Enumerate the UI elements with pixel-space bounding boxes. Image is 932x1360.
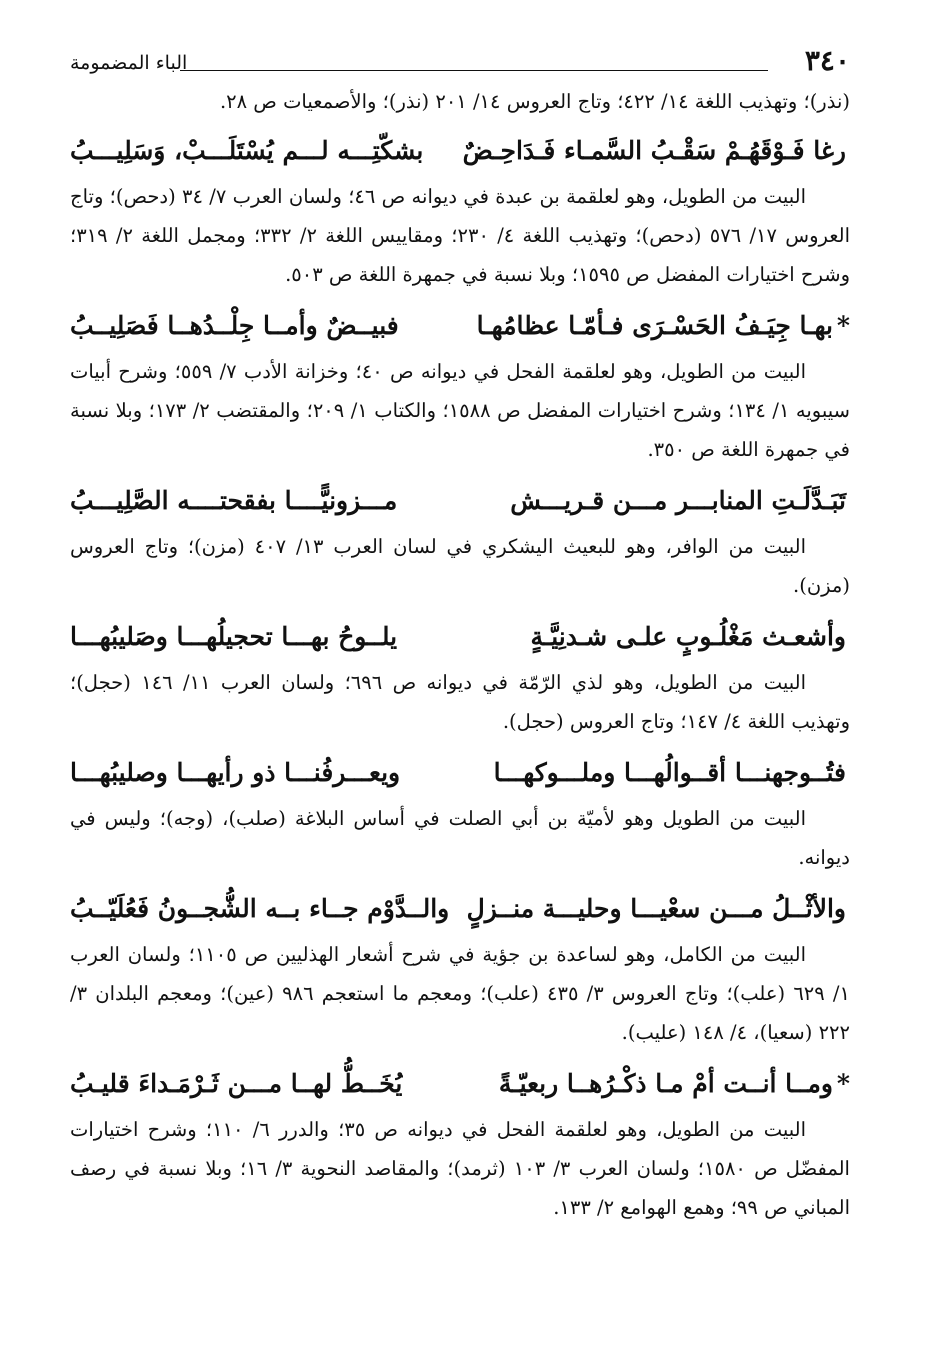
verse-commentary: البيت من الطويل، وهو لذي الرّمّة في ديوانه ص ٦٩٦؛ ولسان العرب ١١/ ١٤٦ (حجل)؛ وتهذيب اللغة ٤/ ١٤٧؛ وتاج العروس (حجل). [70,671,850,733]
book-page [70,38,850,1233]
verse-line [70,125,850,177]
verse-commentary: البيت من الطويل وهو لأميّة بن أبي الصلت في أساس البلاغة (صلب)، (وجه)؛ وليس في ديوانه. [70,807,850,869]
verse-second-hemistich: يُخَــطُّ لهــا مـــن ثَـرْمَـداءَ قليـبُ [70,1069,403,1098]
verse-first-hemistich: فتُــوجهنـــا أقــوالُهـــا وملـــوكهـــا [493,758,846,787]
verse-line [70,475,850,527]
verse-entry-4 [70,611,850,741]
verse-commentary: البيت من الطويل، وهو لعلقمة بن عبدة في ديوانه ص ٤٦؛ ولسان العرب ٧/ ٣٤ (دحص)؛ وتاج العروس ١٧/ ٥٧٦ (دحص)؛ وتهذيب اللغة ٤/ ٢٣٠؛ ومقاييس اللغة ٢/ ٣٣٢؛ ومجمل اللغة ٢/ ٣١٩؛ وشرح اختيارات المفضل ص ١٥٩٥؛ وبلا نسبة في جمهرة اللغة ص ٥٠٣. [70,185,851,286]
verse-entry-2 [70,300,850,469]
verse-commentary: البيت من الطويل، وهو لعلقمة الفحل في ديوانه ص ٣٥؛ والدرر ٦/ ١١٠؛ وشرح اختيارات المفضّل ص ١٥٨٠؛ ولسان العرب ٣/ ١٠٣ (ثرمد)؛ والمقاصد النحوية ٣/ ١٦؛ وبلا نسبة في رصف المباني ص ٩٩؛ وهمع الهوامع ٢/ ١٣٣. [70,1118,850,1219]
verse-first-hemistich: رغا فَـوْقَهُـمْ سَقْـبُ السَّمـاء فَـدَاحِـضٌ [462,136,846,165]
verse-entry-5 [70,747,850,877]
verse-line [70,300,850,352]
verse-entry-7 [70,1058,850,1227]
header-rule [180,70,768,71]
verse-first-hemistich: بهـا جِيَـفُ الحَسْـرَى فـأمّـا عظامُهـا [476,311,833,340]
verse-line [70,1058,850,1110]
verse-star: * [836,311,850,340]
running-head: الباء المضمومة [70,52,188,74]
verse-star: * [836,1069,850,1098]
verse-second-hemistich: يلــوحُ بهـــا تحجيلُهـــا وصَليبُهـــا [70,622,398,651]
verse-line [70,611,850,663]
verse-second-hemistich: ويعـــرفُنـــا ذو رأيهـــا وصليبُهـــا [70,758,401,787]
verse-entry-1 [70,125,850,294]
verse-first-hemistich: ومــا أنــت أمْ مـا ذكْـرُهــا ربعيّـةً [498,1069,833,1098]
page-header [70,38,850,82]
verse-entry-6 [70,883,850,1052]
verse-second-hemistich: مـــزونيًّــــا بفقحتــــه الصَّلِيـــبُ [70,486,398,515]
verse-commentary: البيت من الطويل، وهو لعلقمة الفحل في ديوانه ص ٤٠؛ وخزانة الأدب ٧/ ٥٥٩؛ وشرح أبيات سيبويه ١/ ١٣٤؛ وشرح اختيارات المفضل ص ١٥٨٨؛ والكتاب ١/ ٢٠٩؛ والمقتضب ٢/ ١٧٣؛ وبلا نسبة في جمهرة اللغة ص ٣٥٠. [70,360,850,461]
verse-first-hemistich: تَبَـدَّلَـتِ المنابـــر مـــن قـريـــش [510,486,846,515]
verse-line [70,883,850,935]
verse-second-hemistich: فبيــضٌ وأمــا جِلْــدُهــا فَصَلِيــبُ [70,311,399,340]
verse-first-hemistich: والأثْــلُ مـــن سعْيـــا وحليـــة منــزلٍ [466,894,846,923]
page-number: ٣٤٠ [804,44,850,77]
verse-line [70,747,850,799]
intro-line: (نذر)؛ وتهذيب اللغة ١٤/ ٤٢٢؛ وتاج العروس ١٤/ ٢٠١ (نذر)؛ والأصمعيات ص ٢٨. [219,90,850,113]
verse-second-hemistich: بشكّتِـــه لـــم يُسْتَلَـــبْ، وَسَلِيـــبُ [70,136,424,165]
verse-first-hemistich: وأشعـث مَغْلُـوبٍ علـى شـدنِيَّـةٍ [530,622,846,651]
verse-second-hemistich: والــدَّوْم جــاء بــه الشُّجــونُ فَعُلَيّــبُ [70,894,450,923]
verse-commentary: البيت من الكامل، وهو لساعدة بن جؤية في شرح أشعار الهذليين ص ١١٠٥؛ ولسان العرب ١/ ٦٢٩ (علب)؛ وتاج العروس ٣/ ٤٣٥ (علب)؛ ومعجم ما استعجم ٩٨٦ (عين)؛ ومعجم البلدان ٣/ ٢٢٢ (سعيا)، ٤/ ١٤٨ (عليب). [70,943,850,1044]
verse-commentary: البيت من الوافر، وهو للبعيث اليشكري في لسان العرب ١٣/ ٤٠٧ (مزن)؛ وتاج العروس (مزن). [70,535,850,597]
verse-entry-3 [70,475,850,605]
